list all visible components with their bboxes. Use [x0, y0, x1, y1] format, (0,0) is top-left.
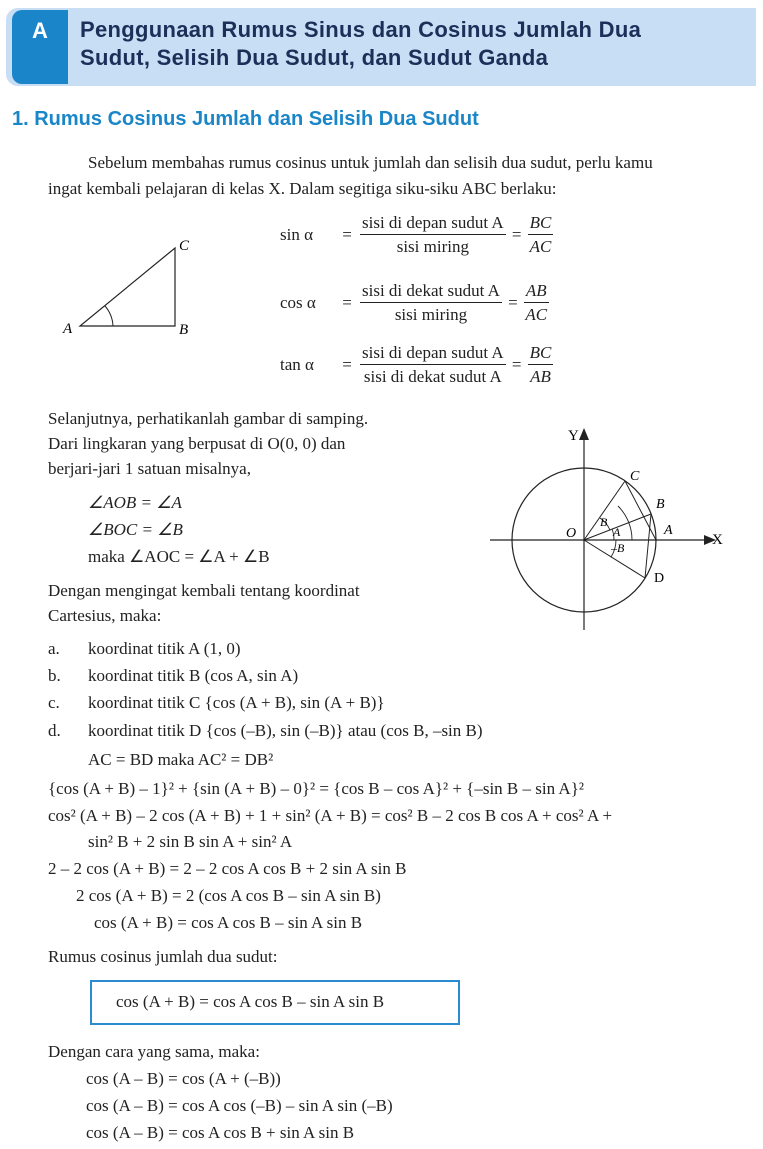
ratio-den: sisi miring: [396, 237, 469, 256]
para3-line-1: Dengan mengingat kembali tentang koordinat: [48, 581, 360, 600]
coord-mark-c: c.: [48, 693, 60, 712]
derivation-line-6: 2 cos (A + B) = 2 (cos A cos B – sin A sin B): [76, 886, 381, 905]
derivation-line-5: 2 – 2 cos (A + B) = 2 – 2 cos A cos B + 2 sin A sin B: [48, 859, 407, 878]
triangle-shape: [80, 248, 175, 326]
right-triangle-figure: [55, 230, 215, 345]
coord-item-d: koordinat titik D {cos (–B), sin (–B)} atau (cos B, –sin B): [88, 721, 483, 740]
origin-label: O: [566, 526, 577, 541]
page-title: [80, 16, 756, 72]
ratio-label: sin α: [280, 224, 313, 244]
ratio-rden: AC: [529, 237, 552, 256]
angle-relation-3: maka ∠AOC = ∠A + ∠B: [88, 547, 270, 566]
angle-B-label: B: [600, 515, 608, 529]
derivation-line-4: sin² B + 2 sin B sin A + sin² A: [88, 832, 293, 851]
ratio-label: cos α: [280, 292, 316, 312]
sin-ratio: sin α = $\frac{\text{sisi di depan sudut A}}{\text{sisi miring}}$ = $\frac{BC}{AC}$: [280, 213, 552, 256]
angle-arc: [105, 306, 113, 326]
similar-line-2: cos (A – B) = cos A cos (–B) – sin A sin (–B): [86, 1096, 393, 1115]
derivation-line-1: AC = BD maka AC² = DB²: [88, 750, 274, 769]
vertex-B: B: [179, 322, 189, 338]
point-A-label: A: [664, 523, 673, 538]
formula-boxed: cos (A + B) = cos A cos B – sin A sin B: [116, 992, 385, 1011]
angle-relation-2: ∠BOC = ∠B: [88, 520, 183, 539]
ratio-rnum: AB: [524, 280, 549, 303]
y-axis-arrow: [579, 428, 589, 440]
derivation-line-7: cos (A + B) = cos A cos B – sin A sin B: [94, 913, 363, 932]
ratio-label: tan α: [280, 354, 314, 374]
coord-mark-d: d.: [48, 721, 61, 740]
cos-ratio: cos α = $\frac{\text{sisi di dekat sudut A}}{\text{sisi miring}}$ = $\frac{AB}{AC}$: [280, 281, 548, 324]
para2-line-2: Dari lingkaran yang berpusat di O(0, 0) dan: [48, 434, 346, 453]
ratio-rnum: BC: [528, 212, 554, 235]
para2-line-3: berjari-jari 1 satuan misalnya,: [48, 459, 251, 478]
title-line-2: Sudut, Selisih Dua Sudut, dan Sudut Ganda: [80, 45, 549, 70]
point-B-label: B: [656, 497, 665, 512]
coord-mark-b: b.: [48, 666, 61, 685]
ratio-rnum: BC: [528, 342, 554, 365]
vertex-A: A: [63, 321, 73, 337]
similar-line-3: cos (A – B) = cos A cos B + sin A sin B: [86, 1123, 355, 1142]
para3-line-2: Cartesius, maka:: [48, 606, 162, 625]
point-C-label: C: [630, 469, 640, 484]
ratio-num: sisi di depan sudut A: [360, 342, 506, 365]
formula-label: Rumus cosinus jumlah dua sudut:: [48, 947, 278, 966]
intro-line-2: ingat kembali pelajaran di kelas X. Dalam segitiga siku-siku ABC berlaku:: [48, 179, 557, 198]
derivation-line-2: {cos (A + B) – 1}² + {sin (A + B) – 0}² = {cos B – cos A}² + {–sin B – sin A}²: [48, 779, 584, 798]
angle-A-label: A: [613, 525, 621, 539]
coord-item-c: koordinat titik C {cos (A + B), sin (A + B)}: [88, 693, 385, 712]
point-D-label: D: [654, 571, 665, 586]
angle-negB-label: –B: [611, 541, 625, 555]
coord-item-a: koordinat titik A (1, 0): [88, 639, 241, 658]
ratio-rden: AB: [530, 367, 551, 386]
x-label: X: [712, 532, 723, 548]
chord-CA: [625, 481, 656, 540]
section-heading: 1. Rumus Cosinus Jumlah dan Selisih Dua Sudut: [12, 108, 479, 130]
ratio-den: sisi di dekat sudut A: [363, 367, 502, 386]
ratio-num: sisi di depan sudut A: [360, 212, 506, 235]
title-line-1: Penggunaan Rumus Sinus dan Cosinus Jumlah Dua: [80, 17, 642, 42]
ratio-den: sisi miring: [394, 305, 468, 324]
similar-label: Dengan cara yang sama, maka:: [48, 1042, 260, 1061]
derivation-line-3: cos² (A + B) – 2 cos (A + B) + 1 + sin² (A + B) = cos² B – 2 cos B cos A + cos² A +: [48, 806, 613, 825]
tan-ratio: tan α = $\frac{\text{sisi di depan sudut A}}{\text{sisi di dekat sudut A}}$ = $\frac{BC}{AB}$: [280, 343, 552, 386]
similar-line-1: cos (A – B) = cos (A + (–B)): [86, 1069, 281, 1088]
ratio-rden: AC: [525, 305, 548, 324]
unit-circle-figure: [480, 420, 740, 635]
para2-line-1: Selanjutnya, perhatikanlah gambar di samping.: [48, 409, 369, 428]
y-label: Y: [568, 428, 579, 444]
coord-item-b: koordinat titik B (cos A, sin A): [88, 666, 299, 685]
angle-relation-1: ∠AOB = ∠A: [88, 493, 182, 512]
ratio-num: sisi di dekat sudut A: [360, 280, 502, 303]
intro-line-1: Sebelum membahas rumus cosinus untuk jumlah dan selisih dua sudut, perlu kamu: [88, 153, 653, 172]
coord-mark-a: a.: [48, 639, 60, 658]
vertex-C: C: [179, 238, 190, 254]
section-badge-letter: A: [32, 18, 48, 43]
